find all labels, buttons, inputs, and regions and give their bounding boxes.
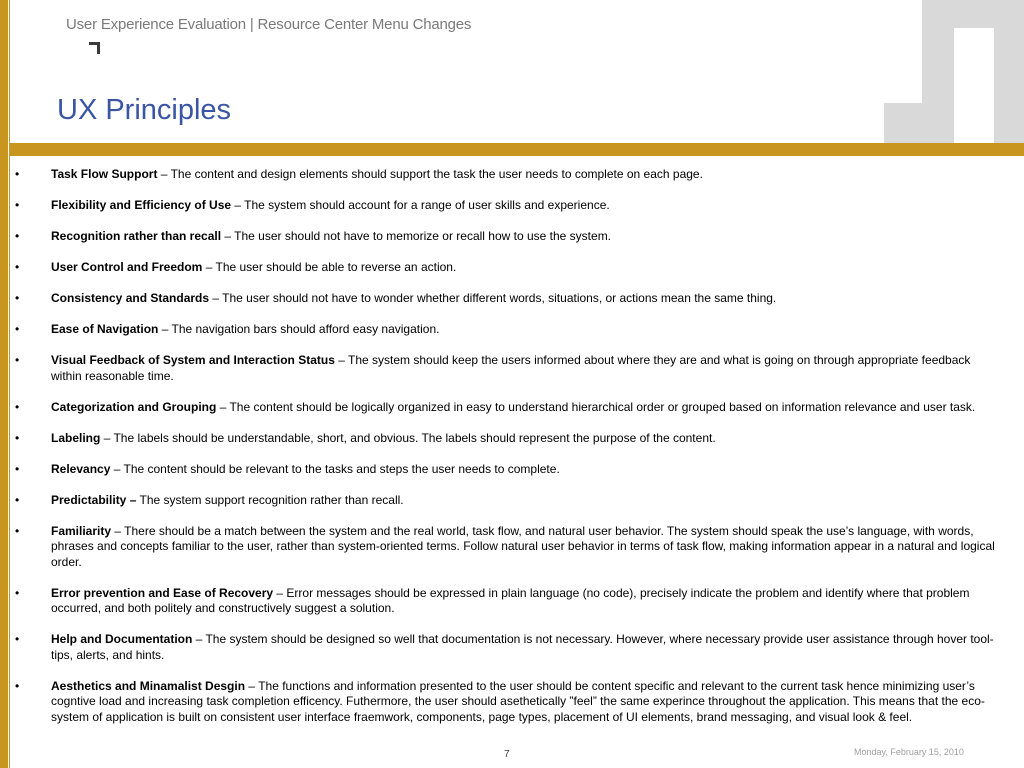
principle-term: Categorization and Grouping bbox=[51, 399, 217, 414]
principle-item bbox=[12, 431, 1002, 447]
principle-item bbox=[12, 198, 1002, 214]
principle-description: – The system should keep the users informed about where they are and what is going on through appropriate feedback within reasonable time. bbox=[51, 353, 971, 383]
principle-text bbox=[51, 431, 1002, 447]
principles-list bbox=[12, 167, 1002, 741]
bullet-icon: • bbox=[15, 585, 20, 600]
gold-divider-bar bbox=[10, 143, 1024, 156]
page-number: 7 bbox=[504, 749, 510, 760]
principle-term: Error prevention and Ease of Recovery bbox=[51, 585, 274, 600]
principle-description: – The content and design elements should support the task the user needs to complete on each page. bbox=[157, 167, 703, 181]
principle-text bbox=[51, 322, 1002, 338]
bullet-icon: • bbox=[15, 291, 20, 305]
principle-text bbox=[51, 586, 1002, 617]
bullet-icon: • bbox=[15, 198, 20, 212]
left-gold-hairline bbox=[9, 0, 10, 768]
principle-term: Consistency and Standards bbox=[51, 291, 210, 305]
principle-description: – The system should account for a range of user skills and experience. bbox=[231, 198, 610, 212]
principle-description: – The content should be relevant to the tasks and steps the user needs to complete. bbox=[110, 461, 560, 476]
principle-item bbox=[12, 322, 1002, 338]
header-title: User Experience Evaluation | Resource Center Menu Changes bbox=[66, 16, 472, 33]
principle-text bbox=[51, 493, 1002, 509]
principle-item bbox=[12, 462, 1002, 478]
principle-item bbox=[12, 291, 1002, 307]
principle-text bbox=[51, 260, 1002, 276]
decorative-squares bbox=[884, 0, 1024, 143]
principle-text bbox=[51, 167, 1002, 183]
bullet-icon: • bbox=[15, 322, 20, 336]
principle-description: – The functions and information presented to the user should be content specific and relevant to the current task hence minimizing user’s cogntive load and increasing task completion efficency. Futhermore, the user should asethetically ”feel” the same experince throughout the application. This means that the eco-system of application is built on consistent user interface fraemwork, components, page types, placement of UI elements, brand messaging, and visual look & feel. bbox=[51, 678, 985, 724]
principle-description: – The user should not have to wonder whether different words, situations, or actions mean the same thing. bbox=[209, 291, 777, 305]
principle-description: – The system should be designed so well that documentation is not necessary. However, where necessary provide user assistance through hover tool-tips, alerts, and hints. bbox=[51, 632, 994, 662]
principle-term: Labeling bbox=[51, 430, 101, 445]
principle-description: – There should be a match between the system and the real world, task flow, and natural user behavior. The system should speak the use’s language, with words, phrases and concepts familiar to the user, rather than system-oriented terms. Follow natural user behavior in terms of task flow, making information appear in a natural and logical order. bbox=[51, 523, 995, 569]
principle-term: Flexibility and Efficiency of Use bbox=[51, 198, 232, 212]
principle-text bbox=[51, 462, 1002, 478]
principle-description: – The content should be logically organized in easy to understand hierarchical order or grouped based on information relevance and user task. bbox=[216, 399, 976, 414]
principle-item bbox=[12, 493, 1002, 509]
principle-description: – The user should not have to memorize or recall how to use the system. bbox=[221, 229, 612, 243]
bullet-icon: • bbox=[15, 260, 20, 274]
principle-term: Ease of Navigation bbox=[51, 322, 159, 336]
principle-text bbox=[51, 229, 1002, 245]
principle-text bbox=[51, 632, 1002, 663]
bullet-icon: • bbox=[15, 523, 20, 538]
principle-description: The system support recognition rather than recall. bbox=[136, 492, 404, 507]
principle-term: Familiarity bbox=[51, 523, 112, 538]
principle-item bbox=[12, 167, 1002, 183]
bullet-icon: • bbox=[15, 678, 20, 693]
principle-description: – Error messages should be expressed in plain language (no code), precisely indicate the problem and identify where that problem occurred, and both politely and constructively suggest a solution. bbox=[51, 585, 970, 615]
principle-term: Visual Feedback of System and Interaction Status bbox=[51, 353, 335, 367]
principle-text bbox=[51, 679, 1002, 726]
principle-term: Aesthetics and Minamalist Desgin bbox=[51, 678, 246, 693]
principle-description: – The navigation bars should afford easy navigation. bbox=[158, 322, 440, 336]
principle-item bbox=[12, 586, 1002, 617]
principle-item bbox=[12, 229, 1002, 245]
principle-item bbox=[12, 679, 1002, 726]
principle-term: Predictability – bbox=[51, 492, 137, 507]
footer-date: Monday, February 15, 2010 bbox=[854, 747, 964, 757]
principle-term: Relevancy bbox=[51, 461, 111, 476]
principle-text bbox=[51, 198, 1002, 214]
bullet-icon: • bbox=[15, 430, 20, 445]
bullet-icon: • bbox=[15, 632, 20, 646]
principle-item bbox=[12, 524, 1002, 571]
principle-term: Help and Documentation bbox=[51, 632, 193, 646]
principle-text bbox=[51, 291, 1002, 307]
corner-mark-icon bbox=[89, 42, 100, 54]
bullet-icon: • bbox=[15, 229, 20, 243]
principle-term: Recognition rather than recall bbox=[51, 229, 222, 243]
slide-title: UX Principles bbox=[57, 94, 232, 126]
principle-description: – The user should be able to reverse an action. bbox=[202, 260, 457, 274]
principle-text bbox=[51, 353, 1002, 384]
principle-term: User Control and Freedom bbox=[51, 260, 203, 274]
principle-text bbox=[51, 524, 1002, 571]
bullet-icon: • bbox=[15, 492, 20, 507]
decorative-squares-graphic bbox=[884, 0, 1024, 143]
principle-term: Task Flow Support bbox=[51, 167, 158, 181]
bullet-icon: • bbox=[15, 353, 20, 367]
bullet-icon: • bbox=[15, 167, 20, 181]
bullet-icon: • bbox=[15, 461, 20, 476]
bullet-icon: • bbox=[15, 399, 20, 414]
left-gold-rule bbox=[0, 0, 8, 768]
principle-item bbox=[12, 632, 1002, 663]
principle-item bbox=[12, 260, 1002, 276]
principle-item bbox=[12, 400, 1002, 416]
principle-description: – The labels should be understandable, short, and obvious. The labels should represent the purpose of the content. bbox=[100, 430, 716, 445]
principle-text bbox=[51, 400, 1002, 416]
principle-item bbox=[12, 353, 1002, 384]
